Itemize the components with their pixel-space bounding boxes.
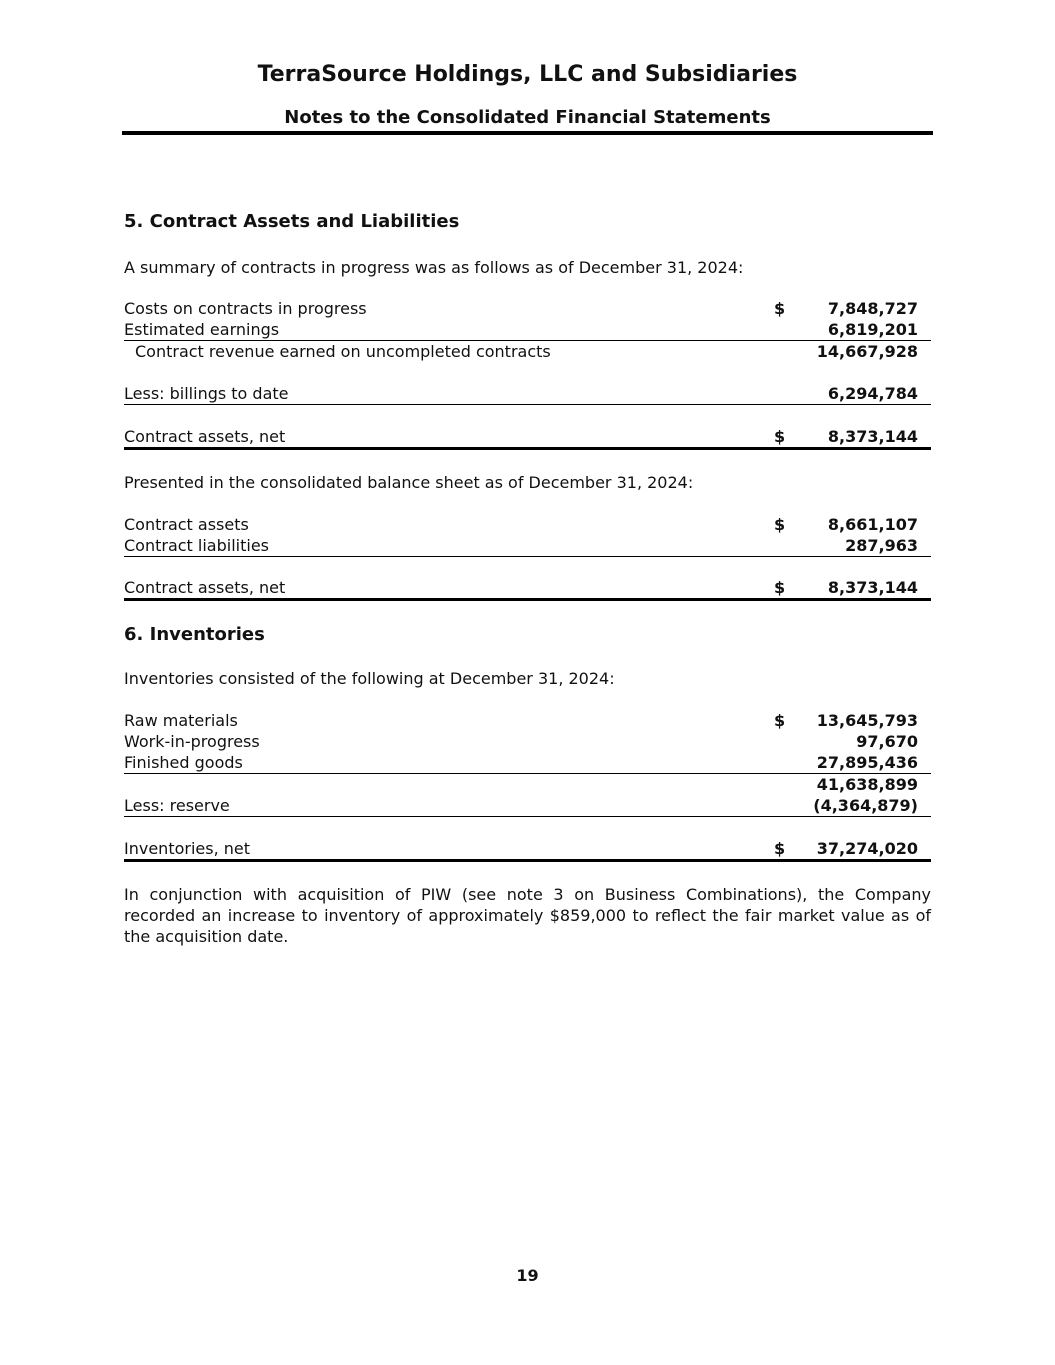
page-number: 19 (516, 1266, 539, 1285)
row-amount: 37,274,020 (816, 839, 918, 858)
currency-symbol: $ (774, 427, 786, 446)
table-row-total (124, 577, 931, 601)
table-row-total (124, 426, 931, 450)
row-amount: 27,895,436 (816, 753, 918, 772)
row-label: Contract assets (124, 515, 249, 534)
table-row (124, 731, 931, 752)
currency-symbol: $ (774, 839, 786, 858)
section-5-heading: 5. Contract Assets and Liabilities (124, 211, 460, 232)
row-label: Contract liabilities (124, 536, 269, 555)
row-amount: 41,638,899 (816, 775, 918, 794)
row-label: Inventories, net (124, 839, 251, 858)
table-row-total (124, 838, 931, 862)
row-label: Contract assets, net (124, 427, 286, 446)
row-label: Estimated earnings (124, 320, 280, 339)
row-label: Raw materials (124, 711, 238, 730)
row-amount: 13,645,793 (816, 711, 918, 730)
row-label: Finished goods (124, 753, 243, 772)
row-amount: 97,670 (856, 732, 918, 751)
currency-symbol: $ (774, 515, 786, 534)
currency-symbol: $ (774, 299, 786, 318)
table-row (124, 795, 931, 817)
table-row (124, 298, 931, 319)
row-amount: 7,848,727 (827, 299, 918, 318)
table-row (124, 319, 931, 341)
section-6-heading: 6. Inventories (124, 624, 265, 645)
row-amount: 6,294,784 (827, 384, 918, 403)
row-label: Less: billings to date (124, 384, 289, 403)
row-label: Contract assets, net (124, 578, 286, 597)
table-row-subtotal (124, 774, 931, 795)
row-amount: 8,373,144 (827, 578, 918, 597)
table-row (124, 535, 931, 557)
inventory-note: In conjunction with acquisition of PIW (see note 3 on Business Combinations), the Company recorded an increase to inventory of approximately $859,000 to reflect the fair market value as of the acquisition date. (124, 885, 931, 946)
row-amount: 6,819,201 (827, 320, 918, 339)
row-amount: 8,661,107 (827, 515, 918, 534)
table-row (124, 710, 931, 731)
row-amount: 14,667,928 (816, 342, 918, 361)
row-amount: (4,364,879) (813, 796, 918, 815)
header-rule (122, 131, 933, 135)
table-row (124, 383, 931, 405)
row-label: Work-in-progress (124, 732, 260, 751)
section-5-intro: A summary of contracts in progress was as follows as of December 31, 2024: (124, 258, 744, 277)
table-row (124, 341, 931, 362)
row-amount: 8,373,144 (827, 427, 918, 446)
currency-symbol: $ (774, 711, 786, 730)
table-row (124, 752, 931, 774)
row-amount: 287,963 (845, 536, 918, 555)
table-row (124, 514, 931, 535)
company-name: TerraSource Holdings, LLC and Subsidiaries (257, 62, 798, 87)
presented-intro: Presented in the consolidated balance sheet as of December 31, 2024: (124, 473, 694, 492)
currency-symbol: $ (774, 578, 786, 597)
row-label: Contract revenue earned on uncompleted contracts (135, 342, 551, 361)
row-label: Less: reserve (124, 796, 230, 815)
row-label: Costs on contracts in progress (124, 299, 367, 318)
section-6-intro: Inventories consisted of the following at December 31, 2024: (124, 669, 615, 688)
statement-subtitle: Notes to the Consolidated Financial Statements (284, 107, 771, 128)
